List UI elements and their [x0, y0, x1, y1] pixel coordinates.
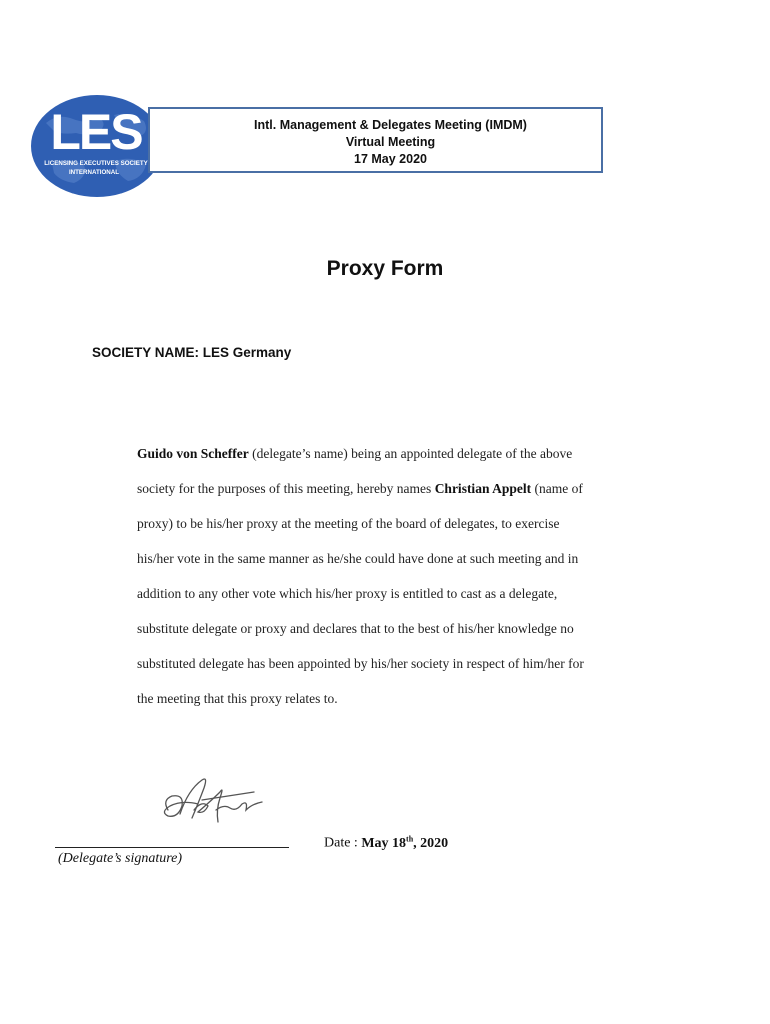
date-value: May 18th, 2020: [361, 834, 449, 851]
logo-text: LES: [50, 104, 142, 160]
society-value: LES Germany: [202, 345, 292, 360]
meeting-date: 17 May 2020: [354, 152, 427, 166]
logo-subtext: INTERNATIONAL: [68, 169, 120, 176]
meeting-header-box: [148, 107, 603, 173]
page-title: Proxy Form: [326, 257, 444, 280]
delegate-name: Guido von Scheffer: [137, 446, 249, 461]
signature-label: (Delegate’s signature): [58, 851, 183, 866]
logo-subtext: LICENSING EXECUTIVES SOCIETY: [44, 160, 148, 167]
society-name: [92, 345, 291, 360]
meeting-name: Intl. Management & Delegates Meeting (IMDM): [254, 118, 527, 132]
meeting-type: Virtual Meeting: [345, 135, 436, 149]
proxy-name: Christian Appelt: [434, 481, 532, 496]
date-label: Date :: [324, 835, 358, 851]
society-label: SOCIETY NAME:: [92, 345, 200, 360]
les-logo: [28, 93, 166, 199]
handwritten-signature: [158, 770, 270, 832]
signature-line: [55, 847, 289, 848]
date-field: [324, 834, 448, 852]
proxy-statement: Guido von Scheffer (delegate’s name) being an appointed delegate of the above society for the purposes of this meeting, hereby names Christian Appelt (name of proxy) to be his/her proxy at the meeting of the board of delegates, to exercise his/her vote in the same manner as he/she could have done at such meeting and in addition to any other vote which his/her proxy is entitled to cast as a delegate, substitute delegate or proxy and declares that to the best of his/her knowledge no substituted delegate has been appointed by his/her society in respect of him/her for the meeting that this proxy relates to.: [137, 446, 584, 706]
